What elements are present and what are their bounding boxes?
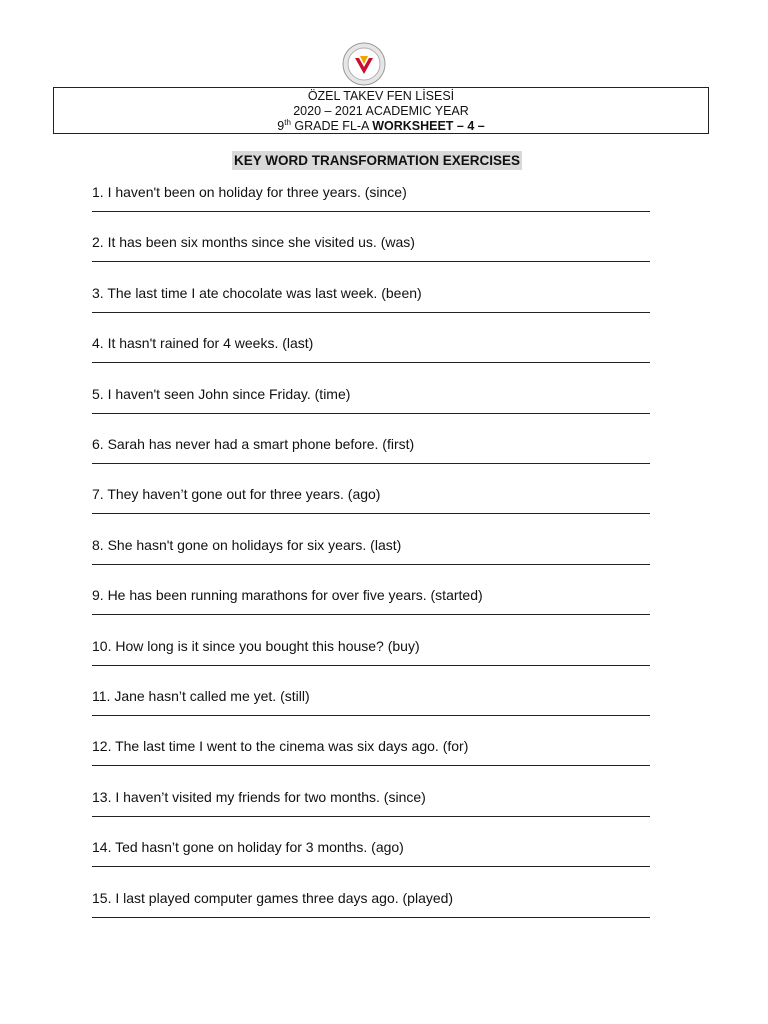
- answer-line[interactable]: [92, 765, 650, 766]
- exercise-item: [92, 234, 662, 262]
- exercise-question: 15. I last played computer games three days ago. (played): [92, 889, 454, 906]
- grade-text: GRADE FL-A: [290, 119, 373, 133]
- exercise-item: [92, 386, 662, 414]
- answer-line[interactable]: [92, 816, 650, 817]
- exercise-question: 5. I haven't seen John since Friday. (time): [92, 385, 351, 402]
- answer-line[interactable]: [92, 715, 650, 716]
- exercise-item: [92, 638, 662, 666]
- academic-year: 2020 – 2021 ACADEMIC YEAR: [293, 104, 469, 118]
- answer-line[interactable]: [92, 362, 650, 363]
- exercise-question: 13. I haven’t visited my friends for two months. (since): [92, 788, 426, 805]
- answer-line[interactable]: [92, 463, 650, 464]
- grade-line: [54, 119, 708, 134]
- exercise-question: 8. She hasn't gone on holidays for six years. (last): [92, 536, 402, 553]
- exercise-item: [92, 537, 662, 565]
- exercise-question: 4. It hasn't rained for 4 weeks. (last): [92, 335, 314, 352]
- grade-number: 9: [277, 119, 285, 133]
- grade-suffix: th: [284, 117, 291, 127]
- exercise-question: 6. Sarah has never had a smart phone before. (first): [92, 436, 415, 452]
- exercise-question: 9. He has been running marathons for over five years. (started): [92, 587, 483, 604]
- answer-line[interactable]: [92, 866, 650, 867]
- exercise-item: [92, 738, 662, 766]
- exercise-question: 11. Jane hasn’t called me yet. (still): [92, 688, 310, 704]
- header-box: [53, 87, 709, 134]
- exercise-item: [92, 436, 662, 464]
- answer-line[interactable]: [92, 564, 650, 565]
- answer-line[interactable]: [92, 261, 650, 262]
- exercise-question: 10. How long is it since you bought this house? (buy): [92, 637, 420, 654]
- exercise-question: 2. It has been six months since she visited us. (was): [92, 234, 415, 251]
- exercise-item: [92, 335, 662, 363]
- answer-line[interactable]: [92, 211, 650, 212]
- answer-line[interactable]: [92, 917, 650, 918]
- exercise-item: [92, 184, 662, 212]
- exercise-item: [92, 839, 662, 867]
- exercise-question: 12. The last time I went to the cinema was six days ago. (for): [92, 738, 469, 755]
- exercise-question: 1. I haven't been on holiday for three years. (since): [92, 184, 407, 200]
- exercise-item: [92, 587, 662, 615]
- answer-line[interactable]: [92, 413, 650, 414]
- exercise-item: [92, 285, 662, 313]
- exercise-item: [92, 486, 662, 514]
- school-name: ÖZEL TAKEV FEN LİSESİ: [307, 89, 455, 103]
- exercise-item: [92, 890, 662, 918]
- exercise-question: 3. The last time I ate chocolate was last week. (been): [92, 284, 422, 301]
- school-logo: [342, 42, 386, 86]
- answer-line[interactable]: [92, 665, 650, 666]
- exercise-question: 7. They haven’t gone out for three years. (ago): [92, 486, 381, 503]
- answer-line[interactable]: [92, 513, 650, 514]
- exercise-question: 14. Ted hasn’t gone on holiday for 3 months. (ago): [92, 839, 404, 856]
- worksheet-label: WORKSHEET – 4 –: [372, 119, 485, 133]
- page-title: KEY WORD TRANSFORMATION EXERCISES: [234, 153, 521, 168]
- answer-line[interactable]: [92, 312, 650, 313]
- answer-line[interactable]: [92, 614, 650, 615]
- exercise-item: [92, 789, 662, 817]
- exercise-item: [92, 688, 662, 716]
